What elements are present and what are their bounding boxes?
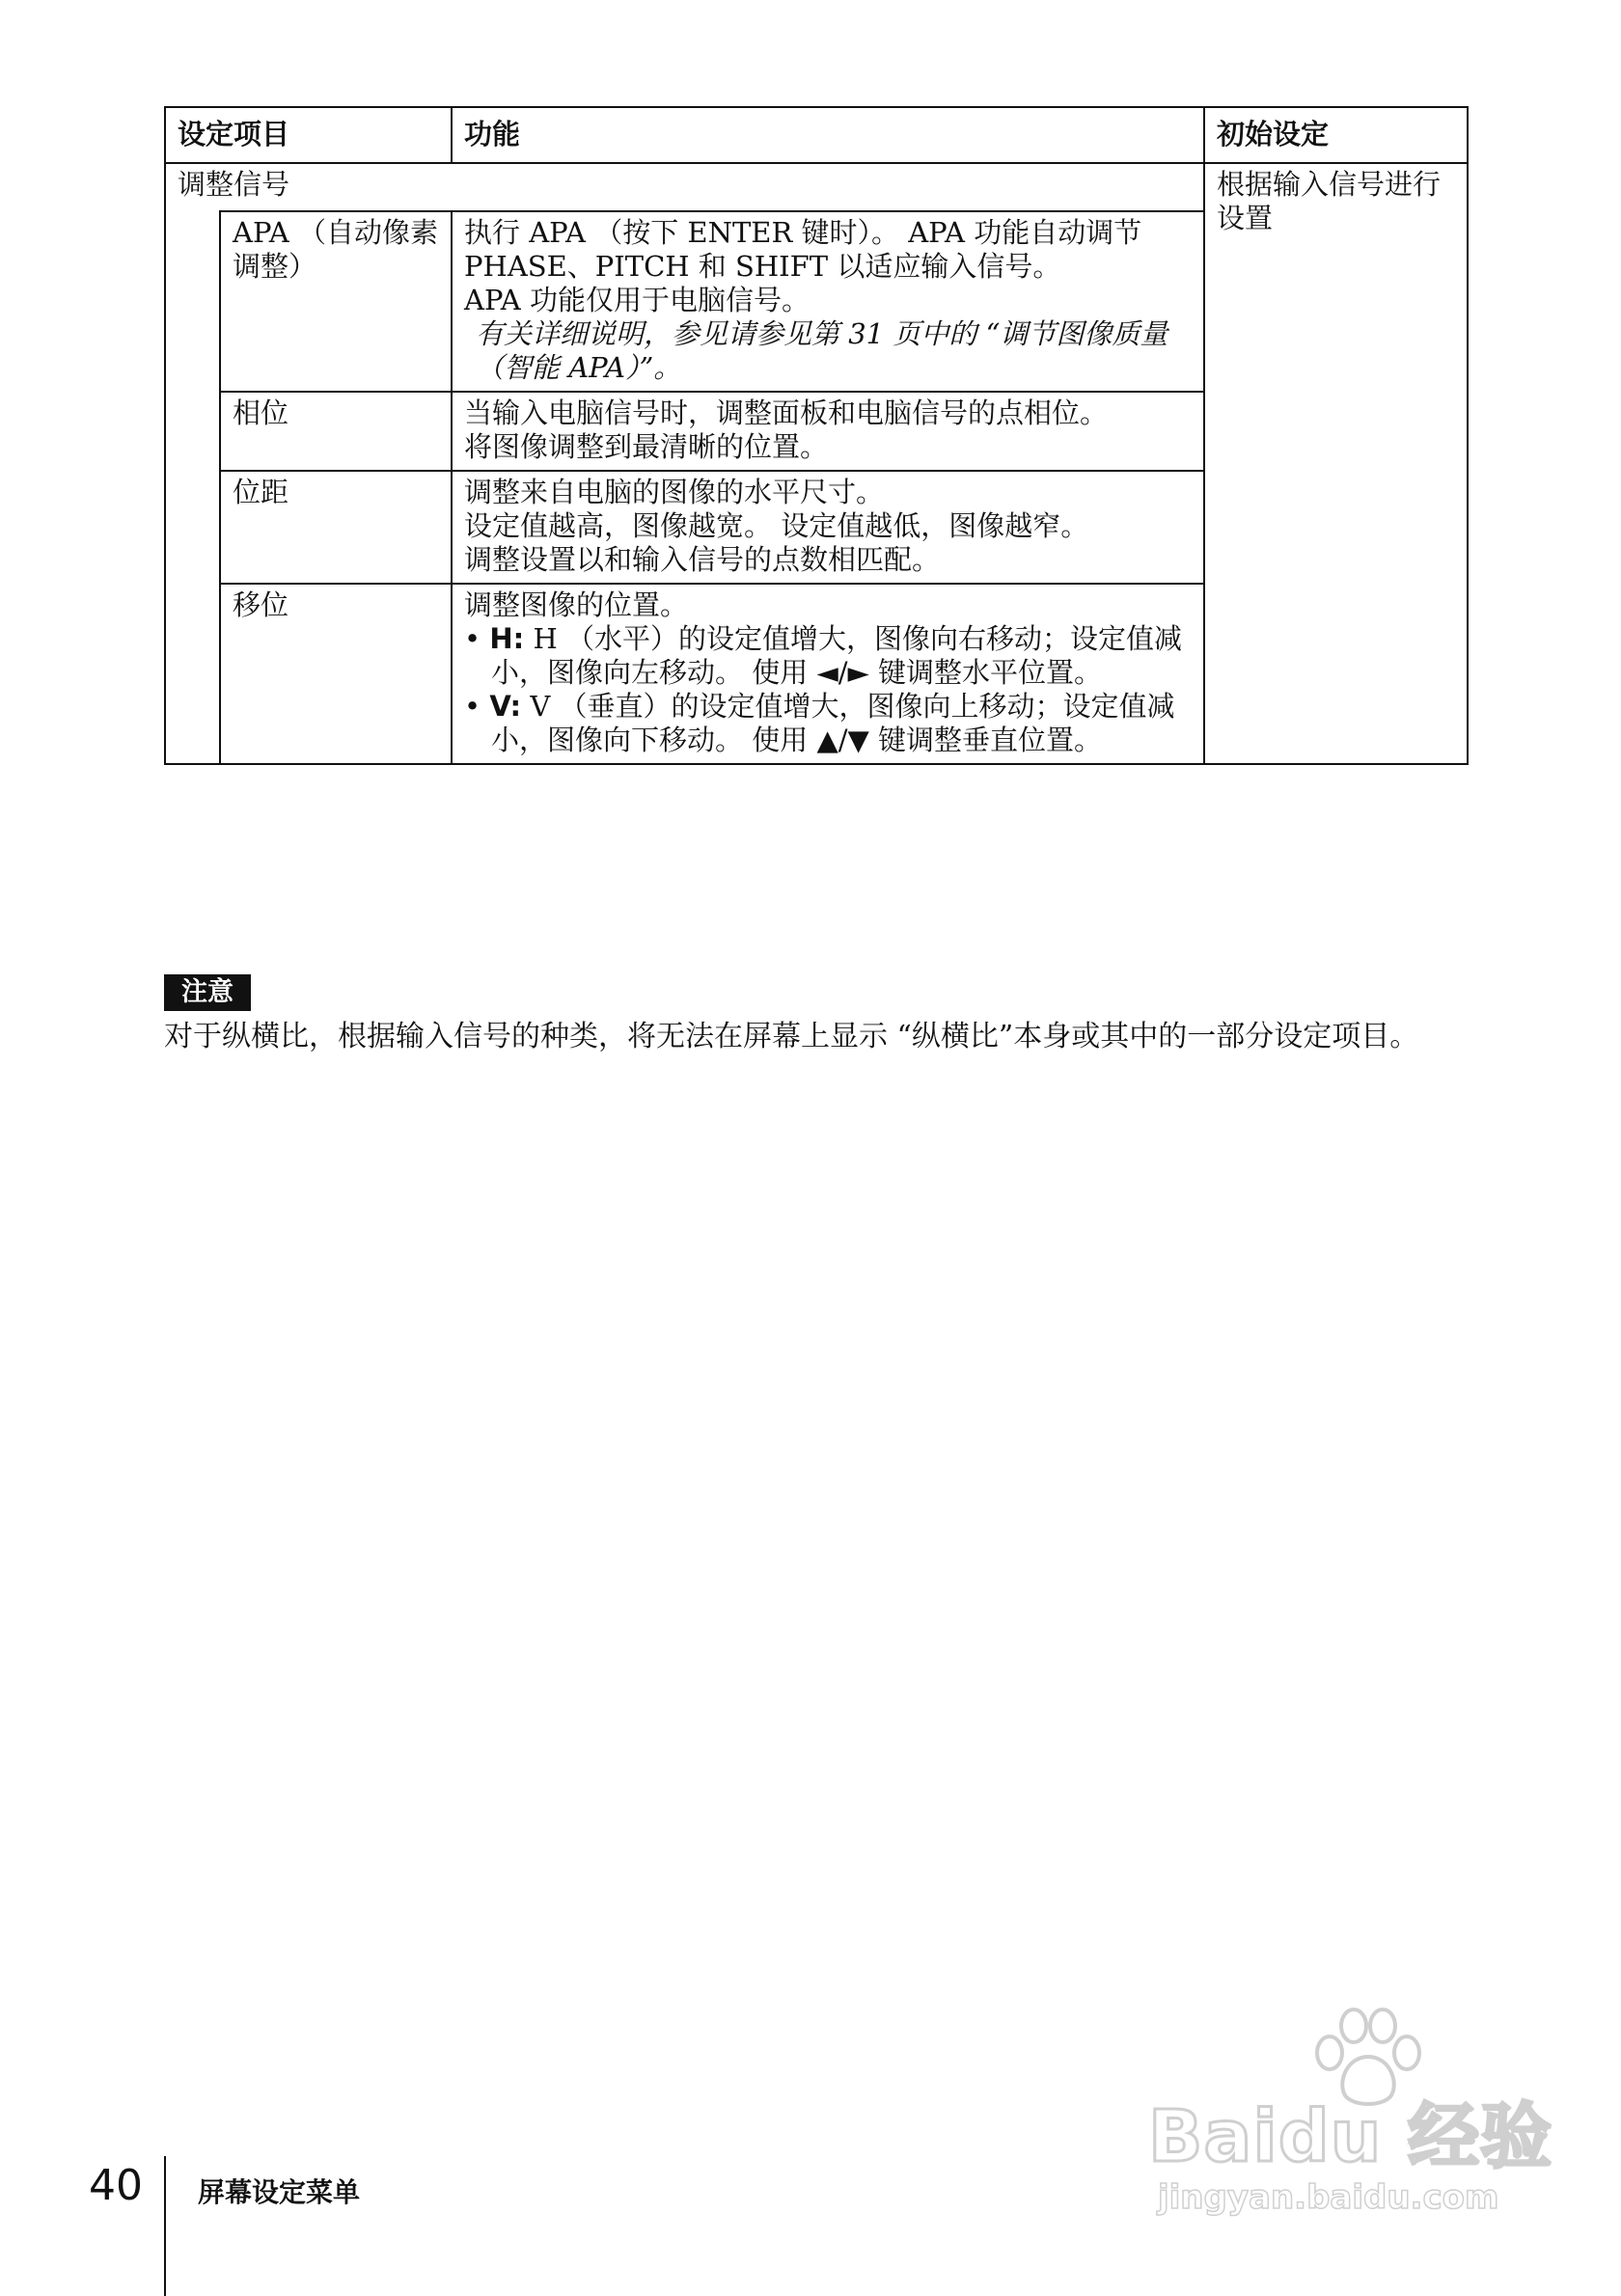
function-line: 当输入电脑信号时，调整面板和电脑信号的点相位。 <box>464 396 1109 429</box>
row-item: 位距 <box>220 471 452 584</box>
row-function <box>452 392 1204 471</box>
header-function: 功能 <box>452 107 1204 163</box>
function-line: 调整设置以和输入信号的点数相匹配。 <box>464 543 941 576</box>
bullet-item: • H: H （水平）的设定值增大，图像向右移动；设定值减小，图像向左移动。 使用 ◄/► 键调整水平位置。 <box>464 622 1182 689</box>
group-label: 调整信号 <box>165 163 1204 211</box>
watermark-url: jingyan.baidu.com <box>1158 2178 1499 2217</box>
group-row <box>165 163 1468 211</box>
reference-note: 有关详细说明，参见请参见第 31 页中的 “调节图像质量 （智能 APA）”。 <box>476 317 1168 384</box>
function-line: 将图像调整到最清晰的位置。 <box>464 430 829 463</box>
watermark-brand: Baidu 经验 <box>1148 2095 1553 2178</box>
footer-divider <box>164 2156 166 2296</box>
group-default: 根据输入信号进行设置 <box>1204 163 1468 764</box>
header-item: 设定项目 <box>165 107 452 163</box>
settings-table <box>164 106 1469 765</box>
indent-cell <box>165 211 220 764</box>
function-line: APA 功能仅用于电脑信号。 <box>464 284 810 316</box>
row-function <box>452 211 1204 392</box>
bullet-text: V （垂直）的设定值增大，图像向上移动；设定值减小，图像向下移动。 使用 ▲/▼ 键调整垂直位置。 <box>491 690 1175 756</box>
watermark <box>1148 2007 1563 2228</box>
table-header-row <box>165 107 1468 163</box>
bullet-item: • V: V （垂直）的设定值增大，图像向上移动；设定值减小，图像向下移动。 使用 ▲/▼ 键调整垂直位置。 <box>464 690 1175 756</box>
note-text: 对于纵横比，根据输入信号的种类，将无法在屏幕上显示 “纵横比”本身或其中的一部分设定项目。 <box>164 1020 1419 1053</box>
function-line: 调整图像的位置。 <box>464 588 689 621</box>
bullet-text: H （水平）的设定值增大，图像向右移动；设定值减小，图像向左移动。 使用 ◄/► 键调整水平位置。 <box>491 622 1182 689</box>
section-title: 屏幕设定菜单 <box>198 2176 361 2208</box>
function-line: 设定值越高，图像越宽。 设定值越低，图像越窄。 <box>464 509 1089 542</box>
page-number: 40 <box>89 2161 143 2210</box>
row-function <box>452 471 1204 584</box>
function-line: 执行 APA （按下 ENTER 键时）。 APA 功能自动调节 PHASE、PITCH 和 SHIFT 以适应输入信号。 <box>464 216 1142 283</box>
note-badge: 注意 <box>164 974 251 1011</box>
row-item: APA （自动像素调整） <box>220 211 452 392</box>
header-default: 初始设定 <box>1204 107 1468 163</box>
row-item: 移位 <box>220 584 452 764</box>
bullet-key: H: <box>489 622 525 655</box>
bullet-key: V: <box>489 690 522 723</box>
row-function <box>452 584 1204 764</box>
row-item: 相位 <box>220 392 452 471</box>
function-line: 调整来自电脑的图像的水平尺寸。 <box>464 476 885 508</box>
